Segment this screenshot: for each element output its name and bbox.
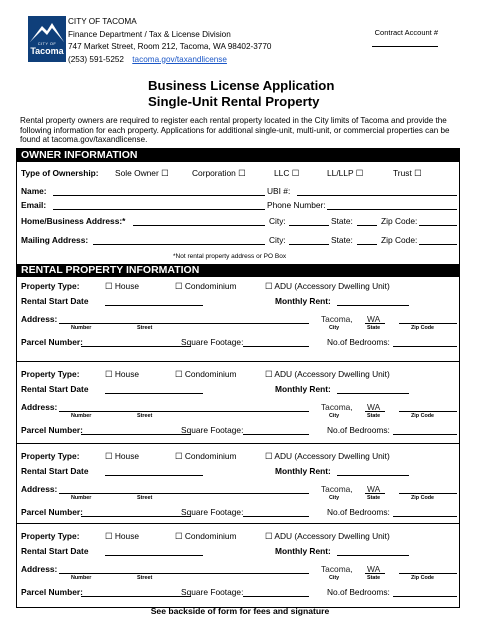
mailing-state-label: State:: [331, 235, 353, 245]
adu-checkbox[interactable]: ☐ ADU (Accessory Dwelling Unit): [265, 451, 390, 461]
monthly-rent-field[interactable]: [337, 475, 409, 476]
home-state-label: State:: [331, 216, 353, 226]
parcel-number-field[interactable]: [81, 346, 191, 347]
city-caption: City: [329, 575, 340, 581]
rental-start-label: Rental Start Date: [21, 384, 89, 394]
ownership-type-label: Type of Ownership:: [21, 168, 99, 178]
monthly-rent-field[interactable]: [337, 393, 409, 394]
org-name: CITY OF TACOMA: [68, 17, 137, 26]
zip-field[interactable]: [399, 323, 457, 324]
zip-caption: Zip Code: [411, 325, 435, 331]
section-divider: [17, 523, 459, 524]
street-address: 747 Market Street, Room 212, Tacoma, WA 98402-3770: [68, 42, 272, 51]
bedrooms-label: No.of Bedrooms:: [327, 587, 390, 597]
house-checkbox[interactable]: ☐ House: [105, 531, 140, 541]
condominium-checkbox[interactable]: ☐ Condominium: [175, 451, 237, 461]
ownership-option-corporation[interactable]: Corporation ☐: [192, 168, 246, 178]
adu-checkbox[interactable]: ☐ ADU (Accessory Dwelling Unit): [265, 531, 390, 541]
house-checkbox[interactable]: ☐ House: [105, 451, 140, 461]
ubi-label: UBI #:: [267, 186, 291, 196]
mailing-city-field[interactable]: [289, 244, 329, 245]
rental-start-date-field[interactable]: [105, 555, 203, 556]
title-line-1: Business License Application: [148, 78, 335, 93]
property-type-label: Property Type:: [21, 281, 80, 291]
state-field[interactable]: [365, 411, 385, 412]
zip-field[interactable]: [399, 411, 457, 412]
intro-paragraph: Rental property owners are required to register each rental property located in the City limits of Tacoma and provide the following information for each property. Applications for additional single-unit, multi-unit, or commercial properties can be found at tacoma.gov/taxandlicense.: [20, 116, 450, 145]
monthly-rent-label: Monthly Rent:: [275, 546, 331, 556]
state-value: WA: [367, 484, 381, 494]
street-caption: Street: [137, 325, 153, 331]
number-caption: Number: [71, 575, 92, 581]
address-field[interactable]: [59, 493, 309, 494]
ubi-field[interactable]: [297, 195, 457, 196]
zip-field[interactable]: [399, 573, 457, 574]
ownership-option-llc[interactable]: LLC ☐: [274, 168, 300, 178]
home-business-address-label: Home/Business Address:*: [21, 216, 126, 226]
square-footage-field[interactable]: [243, 346, 309, 347]
home-business-address-field[interactable]: [133, 225, 265, 226]
home-zip-label: Zip Code:: [381, 216, 418, 226]
contract-account-field[interactable]: [372, 46, 438, 47]
state-caption: State: [367, 325, 381, 331]
mailing-state-field[interactable]: [357, 244, 377, 245]
property-type-label: Property Type:: [21, 531, 80, 541]
office-address-block: [68, 16, 271, 66]
contact-line: [68, 54, 271, 67]
square-footage-field[interactable]: [243, 596, 309, 597]
state-value: WA: [367, 564, 381, 574]
mailing-zip-field[interactable]: [419, 244, 457, 245]
mailing-zip-label: Zip Code:: [381, 235, 418, 245]
parcel-number-label: Parcel Number:: [21, 587, 83, 597]
section-divider: [17, 443, 459, 444]
city-value: Tacoma,: [321, 564, 353, 574]
state-caption: State: [367, 575, 381, 581]
street-caption: Street: [137, 575, 153, 581]
square-footage-field[interactable]: [243, 434, 309, 435]
parcel-number-label: Parcel Number:: [21, 507, 83, 517]
address-label: Address:: [21, 314, 58, 324]
application-form: [16, 148, 460, 608]
ownership-option-sole-owner[interactable]: Sole Owner ☐: [115, 168, 169, 178]
rental-start-date-field[interactable]: [105, 305, 203, 306]
house-checkbox[interactable]: ☐ House: [105, 369, 140, 379]
mailing-city-label: City:: [269, 235, 286, 245]
bedrooms-field[interactable]: [393, 516, 457, 517]
square-footage-label: Square Footage:: [181, 337, 244, 347]
number-caption: Number: [71, 495, 92, 501]
rental-start-date-field[interactable]: [105, 475, 203, 476]
website-link[interactable]: tacoma.gov/taxandlicense: [132, 54, 227, 64]
state-caption: State: [367, 413, 381, 419]
footer-note: See backside of form for fees and signature: [150, 606, 330, 616]
square-footage-label: Square Footage:: [181, 425, 244, 435]
ownership-option-ll-llp[interactable]: LL/LLP ☐: [327, 168, 364, 178]
page-title: [148, 78, 334, 110]
monthly-rent-label: Monthly Rent:: [275, 384, 331, 394]
home-state-field[interactable]: [357, 225, 377, 226]
zip-field[interactable]: [399, 493, 457, 494]
monthly-rent-label: Monthly Rent:: [275, 466, 331, 476]
bedrooms-label: No.of Bedrooms:: [327, 337, 390, 347]
address-field[interactable]: [59, 573, 309, 574]
city-caption: City: [329, 325, 340, 331]
mailing-address-field[interactable]: [93, 244, 265, 245]
email-label: Email:: [21, 200, 47, 210]
address-label: Address:: [21, 402, 58, 412]
logo-tacoma: Tacoma: [30, 46, 64, 56]
monthly-rent-label: Monthly Rent:: [275, 296, 331, 306]
title-line-2: Single-Unit Rental Property: [148, 94, 320, 109]
owner-section-header: OWNER INFORMATION: [17, 149, 459, 162]
property-type-label: Property Type:: [21, 451, 80, 461]
rental-start-label: Rental Start Date: [21, 546, 89, 556]
city-value: Tacoma,: [321, 314, 353, 324]
house-checkbox[interactable]: ☐ House: [105, 281, 140, 291]
monthly-rent-field[interactable]: [337, 305, 409, 306]
parcel-number-field[interactable]: [81, 434, 191, 435]
zip-caption: Zip Code: [411, 495, 435, 501]
address-note: *Not rental property address or PO Box: [173, 253, 287, 260]
number-caption: Number: [71, 413, 92, 419]
address-field[interactable]: [59, 411, 309, 412]
zip-caption: Zip Code: [411, 413, 435, 419]
parcel-number-label: Parcel Number:: [21, 337, 83, 347]
contract-account-label: Contract Account #: [374, 28, 438, 37]
rental-start-label: Rental Start Date: [21, 296, 89, 306]
department-name: Finance Department / Tax & License Division: [68, 29, 231, 39]
state-caption: State: [367, 495, 381, 501]
home-zip-field[interactable]: [419, 225, 457, 226]
home-city-field[interactable]: [289, 225, 329, 226]
city-caption: City: [329, 413, 340, 419]
city-value: Tacoma,: [321, 402, 353, 412]
city-caption: City: [329, 495, 340, 501]
city-of-tacoma-logo: [28, 16, 66, 62]
phone-number-label: Phone Number:: [267, 200, 326, 210]
property-type-label: Property Type:: [21, 369, 80, 379]
address-field[interactable]: [59, 323, 309, 324]
state-value: WA: [367, 314, 381, 324]
letterhead: [28, 16, 458, 66]
address-label: Address:: [21, 564, 58, 574]
owner-name-label: Name:: [21, 186, 47, 196]
street-caption: Street: [137, 413, 153, 419]
condominium-checkbox[interactable]: ☐ Condominium: [175, 281, 237, 291]
bedrooms-field[interactable]: [393, 596, 457, 597]
monthly-rent-field[interactable]: [337, 555, 409, 556]
state-field[interactable]: [365, 323, 385, 324]
state-value: WA: [367, 402, 381, 412]
rental-section-header: RENTAL PROPERTY INFORMATION: [17, 264, 459, 277]
parcel-number-label: Parcel Number:: [21, 425, 83, 435]
parcel-number-field[interactable]: [81, 596, 191, 597]
owner-name-field[interactable]: [53, 195, 265, 196]
condominium-checkbox[interactable]: ☐ Condominium: [175, 369, 237, 379]
condominium-checkbox[interactable]: ☐ Condominium: [175, 531, 237, 541]
mountain-icon: [30, 20, 64, 42]
logo-city-of: CITY OF: [37, 41, 57, 46]
square-footage-label: Square Footage:: [181, 587, 244, 597]
mailing-address-label: Mailing Address:: [21, 235, 89, 245]
parcel-number-field[interactable]: [81, 516, 191, 517]
square-footage-field[interactable]: [243, 516, 309, 517]
home-city-label: City:: [269, 216, 286, 226]
phone-number: (253) 591-5252: [68, 54, 124, 64]
square-footage-label: Square Footage:: [181, 507, 244, 517]
phone-number-field[interactable]: [327, 209, 457, 210]
adu-checkbox[interactable]: ☐ ADU (Accessory Dwelling Unit): [265, 369, 390, 379]
email-field[interactable]: [53, 209, 265, 210]
section-divider: [17, 361, 459, 362]
city-value: Tacoma,: [321, 484, 353, 494]
bedrooms-label: No.of Bedrooms:: [327, 425, 390, 435]
zip-caption: Zip Code: [411, 575, 435, 581]
state-field[interactable]: [365, 573, 385, 574]
ownership-option-trust[interactable]: Trust ☐: [393, 168, 422, 178]
address-label: Address:: [21, 484, 58, 494]
bedrooms-field[interactable]: [393, 346, 457, 347]
state-field[interactable]: [365, 493, 385, 494]
adu-checkbox[interactable]: ☐ ADU (Accessory Dwelling Unit): [265, 281, 390, 291]
number-caption: Number: [71, 325, 92, 331]
street-caption: Street: [137, 495, 153, 501]
rental-start-date-field[interactable]: [105, 393, 203, 394]
rental-start-label: Rental Start Date: [21, 466, 89, 476]
bedrooms-field[interactable]: [393, 434, 457, 435]
bedrooms-label: No.of Bedrooms:: [327, 507, 390, 517]
